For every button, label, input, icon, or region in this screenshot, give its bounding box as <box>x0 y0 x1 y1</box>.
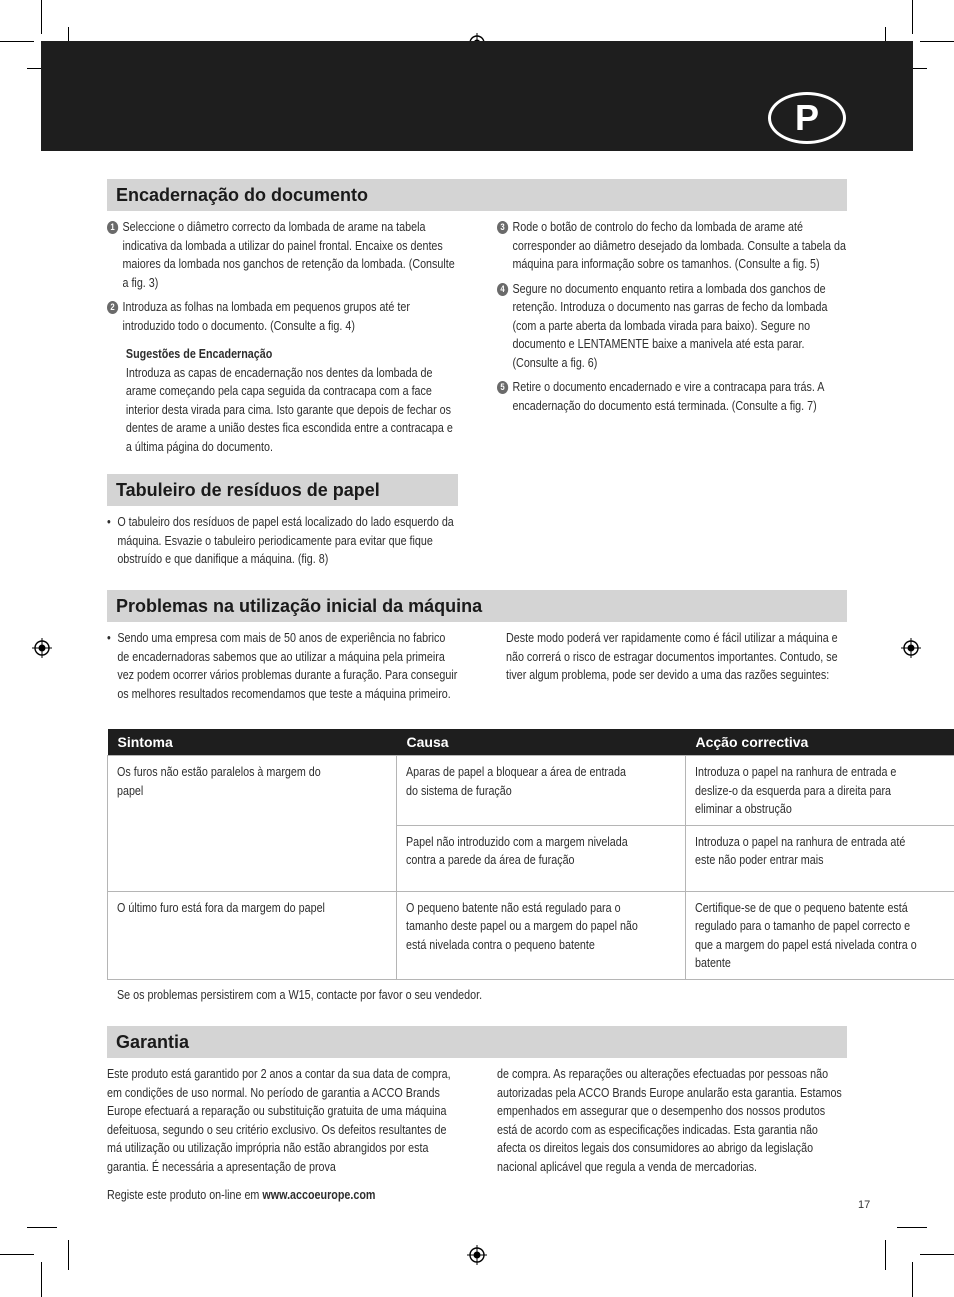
section-title: Problemas na utilização inicial da máquina <box>116 596 483 616</box>
step-number: 2 <box>107 301 118 314</box>
warranty-right-column <box>497 1065 847 1176</box>
bullet: • <box>107 631 111 645</box>
crop-mark <box>68 1240 69 1270</box>
symptom-cell: Os furos não estão paralelos à margem do papel <box>108 756 397 892</box>
register-text: Registe este produto on-line em <box>107 1188 260 1202</box>
crop-mark <box>920 1254 954 1255</box>
step-text: Retire o documento encadernado e vire a contracapa para trás. A encadernação do documento está terminada. (Consulte a fig. 7) <box>512 380 824 413</box>
cause-cell: Papel não introduzido com a margem nivelada contra a parede da área de furação <box>397 825 686 891</box>
crop-mark <box>0 1254 34 1255</box>
section-heading-warranty <box>107 1026 847 1058</box>
paragraph: O tabuleiro dos resíduos de papel está localizado do lado esquerdo da máquina. Esvazie o tabuleiro periodicamente para evitar que fique obstruído e que danifique a máquina. (fig. 8) <box>117 515 454 566</box>
registration-mark-icon <box>901 638 921 658</box>
crop-mark <box>27 1227 57 1228</box>
register-link[interactable]: www.accoeurope.com <box>262 1188 376 1202</box>
registration-mark-icon <box>467 1245 487 1265</box>
troubleshooting-footnote: Se os problemas persistirem com a W15, contacte por favor o seu vendedor. <box>117 988 483 1002</box>
section-title: Garantia <box>116 1032 190 1052</box>
table-row <box>108 756 954 826</box>
paragraph: de compra. As reparações ou alterações efectuadas por pessoas não autorizadas pela ACCO Brands Europe anularão esta garantia. Estamos empenhados em assegurar que o desempenho dos nossos produtos está de acordo com as especificações indicadas. Esta garantia não afecta os direitos legais dos consumidores ao abrigo da legislação nacional aplicável que regula a venda de mercadorias. <box>497 1067 842 1174</box>
column-header-symptom: Sintoma <box>108 729 397 756</box>
paragraph: Este produto está garantido por 2 anos a contar da sua data de compra, em condições de uso normal. No período de garantia a ACCO Brands Europe efectuará a reparação ou substituição gratuita de uma máquina defeituosa, segundo o seu critério exclusivo. Os defeitos resultantes de má utilização ou utilização imprópria não estão abrangidos por esta garantia. É necessária a apresentação de prova <box>107 1067 451 1174</box>
troubleshooting-intro-left <box>107 629 459 703</box>
step-number: 3 <box>497 221 508 234</box>
step-number: 5 <box>497 381 508 394</box>
step-3 <box>497 218 847 274</box>
binding-right-column <box>497 218 847 421</box>
crop-mark <box>41 0 42 34</box>
crop-mark <box>912 1262 913 1297</box>
symptom-cell: O último furo está fora da margem do papel <box>108 891 397 979</box>
step-text: Seleccione o diâmetro correcto da lombada de arame na tabela indicativa da lombada a utilizar do painel frontal. Encaixe os dentes maiores da lombada nos ganchos de retenção da lombada. (Consulte a fig. 3) <box>122 220 455 290</box>
section-title: Encadernação do documento <box>116 185 369 205</box>
step-text: Segure no documento enquanto retira a lombada dos ganchos de retenção. Introduza o documento nas garras de fecho da lombada (com a parte aberta da lombada virada para baixo). Segure no documento e LENTAMENTE baixe a manivela até esta parar. (Consulte a fig. 6) <box>512 281 828 370</box>
paragraph: Deste modo poderá ver rapidamente como é fácil utilizar a máquina e não correrá o risco de estragar documentos importantes. Contudo, se tiver algum problema, pode ser devido a uma das razões seguintes: <box>506 631 838 682</box>
action-cell: Introduza o papel na ranhura de entrada e deslize-o da esquerda para a direita para eliminar a obstrução <box>686 756 954 826</box>
registration-mark-icon <box>32 638 52 658</box>
page-number: 17 <box>858 1199 871 1211</box>
waste-tray-text <box>107 513 459 569</box>
crop-mark <box>920 41 954 42</box>
step-2 <box>107 298 459 335</box>
step-1 <box>107 218 459 292</box>
section-heading-waste-tray <box>107 474 458 506</box>
register-line <box>107 1186 537 1205</box>
step-number: 1 <box>107 221 118 234</box>
crop-mark <box>897 1227 927 1228</box>
tips-text: Introduza as capas de encadernação nos dentes da lombada de arame começando pela capa seguida da contracapa com a face interior desta virada para cima. Isto garante que depois de fechar os dentes de arame a união destes fica escondida entre a contracapa e a última página do documento. <box>125 365 453 454</box>
step-text: Rode o botão de controlo do fecho da lombada de arame até corresponder ao diâmetro desejado da lombada. Consulte a tabela da máquina para informação sobre os tamanhos. (Consulte a fig. 5) <box>512 220 846 271</box>
step-4 <box>497 280 847 373</box>
table-row <box>108 891 954 979</box>
tips-title: Sugestões de Encadernação <box>125 347 273 361</box>
column-header-cause: Causa <box>397 729 686 756</box>
action-cell: Certifique-se de que o pequeno batente está regulado para o tamanho de papel correcto e que a margem do papel está nivelada contra o batente <box>686 891 954 979</box>
section-title: Tabuleiro de resíduos de papel <box>116 480 380 500</box>
table-header-row <box>108 729 954 756</box>
language-badge: P <box>768 92 846 144</box>
step-text: Introduza as folhas na lombada em pequenos grupos até ter introduzido todo o documento. (Consulte a fig. 4) <box>122 300 410 333</box>
warranty-left-column <box>107 1065 459 1176</box>
action-cell: Introduza o papel na ranhura de entrada até este não poder entrar mais <box>686 825 954 891</box>
step-number: 4 <box>497 283 508 296</box>
section-heading-binding <box>107 179 847 211</box>
bullet: • <box>107 515 111 529</box>
crop-mark <box>885 1240 886 1270</box>
crop-mark <box>41 1262 42 1297</box>
step-5 <box>497 378 847 415</box>
paragraph: Sendo uma empresa com mais de 50 anos de experiência no fabrico de encadernadoras sabemos que ao utilizar a máquina pela primeira vez podem ocorrer vários problemas durante a furação. Para conseguir os melhores resultados recomendamos que teste a máquina primeiro. <box>117 631 458 701</box>
cause-cell: Aparas de papel a bloquear a área de entrada do sistema de furação <box>397 756 686 826</box>
cause-cell: O pequeno batente não está regulado para o tamanho deste papel ou a margem do papel não está nivelada contra o pequeno batente <box>397 891 686 979</box>
section-heading-troubleshooting <box>107 590 847 622</box>
binding-left-column <box>107 218 459 456</box>
troubleshooting-table <box>107 729 954 980</box>
troubleshooting-intro-right <box>506 629 847 685</box>
column-header-action: Acção correctiva <box>686 729 954 756</box>
crop-mark <box>912 0 913 34</box>
crop-mark <box>0 41 34 42</box>
